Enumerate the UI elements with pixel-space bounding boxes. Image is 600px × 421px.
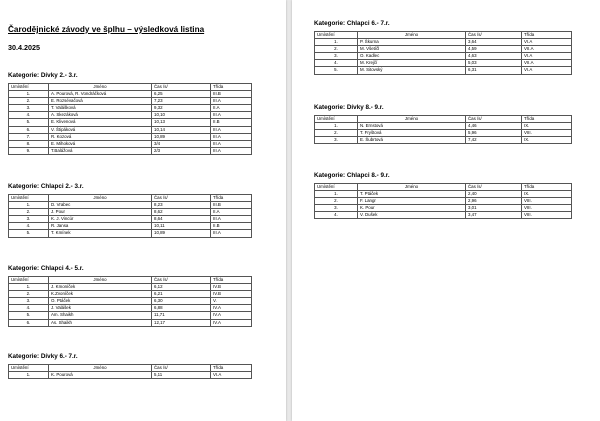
cell-time: 6,31 (466, 67, 522, 74)
cell-position: 9. (9, 147, 49, 154)
cell-time: 5,03 (466, 60, 522, 67)
table-row (9, 140, 252, 147)
category-section-divky-8-9 (314, 104, 572, 144)
cell-time: 8,62 (152, 209, 211, 216)
cell-class: VI.A (211, 372, 252, 379)
cell-position: 1. (9, 284, 49, 291)
cell-class: VIII. (522, 130, 572, 137)
table-row (9, 230, 252, 237)
cell-class: IV.A (211, 312, 252, 319)
table-row (315, 53, 572, 60)
category-heading: Kategorie: Chlapci 2.- 3.r. (8, 183, 84, 190)
cell-class: IX. (522, 137, 572, 144)
table-header-row (315, 32, 572, 39)
table-row (9, 305, 252, 312)
table-row (9, 372, 252, 379)
cell-position: 2. (315, 198, 358, 205)
column-header-position: Umístění (315, 116, 358, 123)
cell-position: 3. (315, 205, 358, 212)
cell-position: 1. (9, 91, 49, 98)
cell-class: III.A (211, 112, 252, 119)
cell-position: 2. (9, 209, 49, 216)
cell-position: 4. (9, 305, 49, 312)
cell-position: 6. (9, 126, 49, 133)
cell-class: III.B (211, 202, 252, 209)
results-table (8, 83, 252, 155)
category-section-chlapci-2-3 (8, 183, 252, 238)
cell-time: 5,11 (152, 372, 211, 379)
cell-time: 6,12 (152, 284, 211, 291)
cell-position: 2. (9, 98, 49, 105)
cell-position: 3. (315, 137, 358, 144)
category-section-chlapci-6-7 (314, 20, 572, 75)
cell-time: 2,96 (466, 198, 522, 205)
cell-position: 3. (9, 216, 49, 223)
cell-class: VII.A (522, 46, 572, 53)
cell-position: 5. (9, 119, 49, 126)
cell-name: E. Šubrtová (358, 137, 466, 144)
table-header-row (9, 277, 252, 284)
cell-time: 4,59 (466, 46, 522, 53)
results-table (8, 276, 252, 327)
document-date: 30.4.2025 (8, 43, 40, 52)
cell-class: IX. (522, 123, 572, 130)
table-row (9, 223, 252, 230)
table-row (9, 312, 252, 319)
column-header-time: Čas /s/ (152, 84, 211, 91)
category-heading: Kategorie: Chlapci 6.- 7.r. (314, 20, 390, 27)
table-row (315, 46, 572, 53)
table-row (9, 126, 252, 133)
cell-class: III.A (211, 126, 252, 133)
cell-position: 5. (9, 312, 49, 319)
table-row (9, 105, 252, 112)
cell-name: K. Pour (358, 205, 466, 212)
cell-position: 5. (315, 67, 358, 74)
cell-position: 4. (9, 223, 49, 230)
cell-position: 2. (315, 46, 358, 53)
cell-time: 4,46 (466, 123, 522, 130)
cell-name: R. Kozová (49, 133, 152, 140)
cell-class: VI.A (522, 67, 572, 74)
category-heading: Kategorie: Dívky 2.- 3.r. (8, 72, 78, 79)
table-row (315, 123, 572, 130)
cell-time: 10,13 (152, 119, 211, 126)
cell-position: 2. (9, 291, 49, 298)
column-header-position: Umístění (9, 277, 49, 284)
cell-class: III.B (211, 91, 252, 98)
column-header-name: Jméno (358, 32, 466, 39)
cell-time: 8,64 (152, 216, 211, 223)
column-header-position: Umístění (315, 32, 358, 39)
cell-time: 9,32 (152, 105, 211, 112)
cell-position: 2. (315, 130, 358, 137)
table-header-row (9, 195, 252, 202)
cell-name: As. Shaikh (49, 319, 152, 326)
table-row (9, 119, 252, 126)
cell-position: 4. (9, 112, 49, 119)
cell-time: 6,25 (152, 91, 211, 98)
cell-position: 7. (9, 133, 49, 140)
cell-time: 10,10 (152, 112, 211, 119)
table-row (9, 147, 252, 154)
cell-name: P. Škurna (358, 39, 466, 46)
table-header-row (315, 116, 572, 123)
table-row (9, 133, 252, 140)
cell-time: 10,89 (152, 133, 211, 140)
column-header-name: Jméno (358, 184, 466, 191)
cell-time: 6,21 (152, 291, 211, 298)
cell-position: 8. (9, 140, 49, 147)
cell-time: 2,40 (466, 191, 522, 198)
cell-class: III.A (211, 133, 252, 140)
cell-class: IV.A (211, 305, 252, 312)
table-row (9, 91, 252, 98)
column-header-name: Jméno (49, 195, 152, 202)
category-heading: Kategorie: Dívky 6.- 7.r. (8, 353, 78, 360)
cell-time: 3/4 (152, 140, 211, 147)
column-header-class: Třída (522, 184, 572, 191)
cell-name: M. Všetíčl (358, 46, 466, 53)
cell-name: F. Langr (358, 198, 466, 205)
document-page-left (0, 0, 286, 421)
cell-time: 10,89 (152, 230, 211, 237)
table-row (315, 191, 572, 198)
table-row (315, 137, 572, 144)
column-header-time: Čas /s/ (466, 116, 522, 123)
table-row (9, 298, 252, 305)
table-header-row (315, 184, 572, 191)
category-heading: Kategorie: Chlapci 8.- 9.r. (314, 172, 390, 179)
cell-class: III.A (211, 147, 252, 154)
cell-time: 3,01 (466, 205, 522, 212)
cell-name: M. Sitovský (358, 67, 466, 74)
column-header-class: Třída (211, 195, 252, 202)
category-heading: Kategorie: Dívky 8.- 9.r. (314, 104, 384, 111)
cell-class: II.A (211, 105, 252, 112)
cell-class: V. (211, 298, 252, 305)
cell-class: IV.A (211, 319, 252, 326)
table-row (9, 202, 252, 209)
cell-time: 7,42 (466, 137, 522, 144)
results-table (8, 194, 252, 238)
column-header-position: Umístění (9, 84, 49, 91)
cell-name: K. Pourová (49, 372, 152, 379)
cell-name: V. Štipáková (49, 126, 152, 133)
cell-name: T.Balážová (49, 147, 152, 154)
cell-class: VIII. (522, 205, 572, 212)
table-row (315, 60, 572, 67)
cell-class: VII.A (522, 60, 572, 67)
cell-class: III.A (211, 98, 252, 105)
results-table (8, 364, 252, 379)
column-header-time: Čas /s/ (466, 32, 522, 39)
table-row (9, 291, 252, 298)
cell-class: VIII. (522, 198, 572, 205)
results-table (314, 183, 572, 219)
table-row (315, 39, 572, 46)
cell-name: J. Pour (49, 209, 152, 216)
cell-name: R. Jansa (49, 223, 152, 230)
cell-time: 3,64 (466, 39, 522, 46)
column-header-class: Třída (522, 32, 572, 39)
cell-position: 3. (9, 298, 49, 305)
table-row (315, 212, 572, 219)
column-header-name: Jméno (49, 84, 152, 91)
column-header-position: Umístění (9, 365, 49, 372)
column-header-time: Čas /s/ (152, 195, 211, 202)
category-section-divky-6-7 (8, 353, 252, 379)
table-row (315, 67, 572, 74)
column-header-position: Umístění (315, 184, 358, 191)
column-header-class: Třída (211, 84, 252, 91)
cell-class: VIII. (522, 212, 572, 219)
table-row (9, 216, 252, 223)
cell-class: III.A (211, 216, 252, 223)
category-section-chlapci-8-9 (314, 172, 572, 219)
cell-class: VI.A (522, 53, 572, 60)
cell-position: 1. (315, 123, 358, 130)
cell-time: 11,71 (152, 312, 211, 319)
cell-name: K.Zvoníček (49, 291, 152, 298)
table-row (9, 284, 252, 291)
cell-time: 6,88 (152, 305, 211, 312)
cell-time: 5,96 (466, 130, 522, 137)
cell-name: Am. Shaikh (49, 312, 152, 319)
cell-class: II.B (211, 223, 252, 230)
table-row (9, 209, 252, 216)
cell-position: 1. (9, 202, 49, 209)
cell-name: D. Vrabec (49, 202, 152, 209)
column-header-name: Jméno (49, 365, 152, 372)
cell-name: T. Kmínek (49, 230, 152, 237)
cell-position: 5. (9, 230, 49, 237)
cell-class: II.A (211, 209, 252, 216)
cell-name: O. Ptáček (49, 298, 152, 305)
cell-time: 3,47 (466, 212, 522, 219)
cell-time: 7,23 (152, 98, 211, 105)
column-header-class: Třída (211, 277, 252, 284)
cell-position: 1. (315, 191, 358, 198)
document-title: Čarodějnické závody ve šplhu – výsledková listina (8, 25, 205, 34)
results-table (314, 31, 572, 75)
column-header-name: Jméno (358, 116, 466, 123)
table-row (9, 319, 252, 326)
cell-position: 4. (315, 60, 358, 67)
cell-name: T. Ptáček (358, 191, 466, 198)
cell-name: A. Pourová, R. Vondráčková (49, 91, 152, 98)
cell-name: T. Valášková (49, 105, 152, 112)
cell-position: 6. (9, 319, 49, 326)
results-table (314, 115, 572, 144)
cell-class: IV.B (211, 284, 252, 291)
cell-position: 1. (9, 372, 49, 379)
cell-time: 12,17 (152, 319, 211, 326)
table-row (315, 130, 572, 137)
category-section-chlapci-4-5 (8, 265, 252, 327)
table-header-row (9, 365, 252, 372)
cell-class: VI.A (522, 39, 572, 46)
category-heading: Kategorie: Chlapci 4.- 5.r. (8, 265, 84, 272)
cell-class: III.A (211, 140, 252, 147)
cell-time: 8,23 (152, 202, 211, 209)
column-header-time: Čas /s/ (466, 184, 522, 191)
cell-name: E. Rozsévačová (49, 98, 152, 105)
cell-time: 10,11 (152, 223, 211, 230)
cell-position: 1. (315, 39, 358, 46)
cell-name: E. Mihoková (49, 140, 152, 147)
column-header-class: Třída (211, 365, 252, 372)
cell-class: IV.B (211, 291, 252, 298)
cell-position: 4. (315, 212, 358, 219)
table-row (9, 98, 252, 105)
cell-class: IX. (522, 191, 572, 198)
cell-time: 4,63 (466, 53, 522, 60)
column-header-name: Jméno (49, 277, 152, 284)
cell-name: J. Valášek (49, 305, 152, 312)
cell-name: M. Krejčí (358, 60, 466, 67)
column-header-time: Čas /s/ (152, 365, 211, 372)
cell-position: 3. (9, 105, 49, 112)
cell-class: II.B (211, 119, 252, 126)
cell-name: E. Klivenová (49, 119, 152, 126)
cell-time: 2/3 (152, 147, 211, 154)
cell-name: O. Kadlec (358, 53, 466, 60)
table-row (9, 112, 252, 119)
table-row (315, 205, 572, 212)
cell-name: N. Ernstová (358, 123, 466, 130)
cell-position: 3. (315, 53, 358, 60)
cell-name: A. Skezáková (49, 112, 152, 119)
cell-time: 10,14 (152, 126, 211, 133)
cell-time: 6,30 (152, 298, 211, 305)
cell-name: V. Dušek (358, 212, 466, 219)
cell-class: III.A (211, 230, 252, 237)
column-header-position: Umístění (9, 195, 49, 202)
column-header-time: Čas /s/ (152, 277, 211, 284)
table-header-row (9, 84, 252, 91)
cell-name: T. Fryštová (358, 130, 466, 137)
document-page-right (292, 0, 600, 421)
table-row (315, 198, 572, 205)
category-section-divky-2-3 (8, 72, 252, 155)
cell-name: J. Kmoníček (49, 284, 152, 291)
column-header-class: Třída (522, 116, 572, 123)
cell-name: K. J. Vincúr (49, 216, 152, 223)
